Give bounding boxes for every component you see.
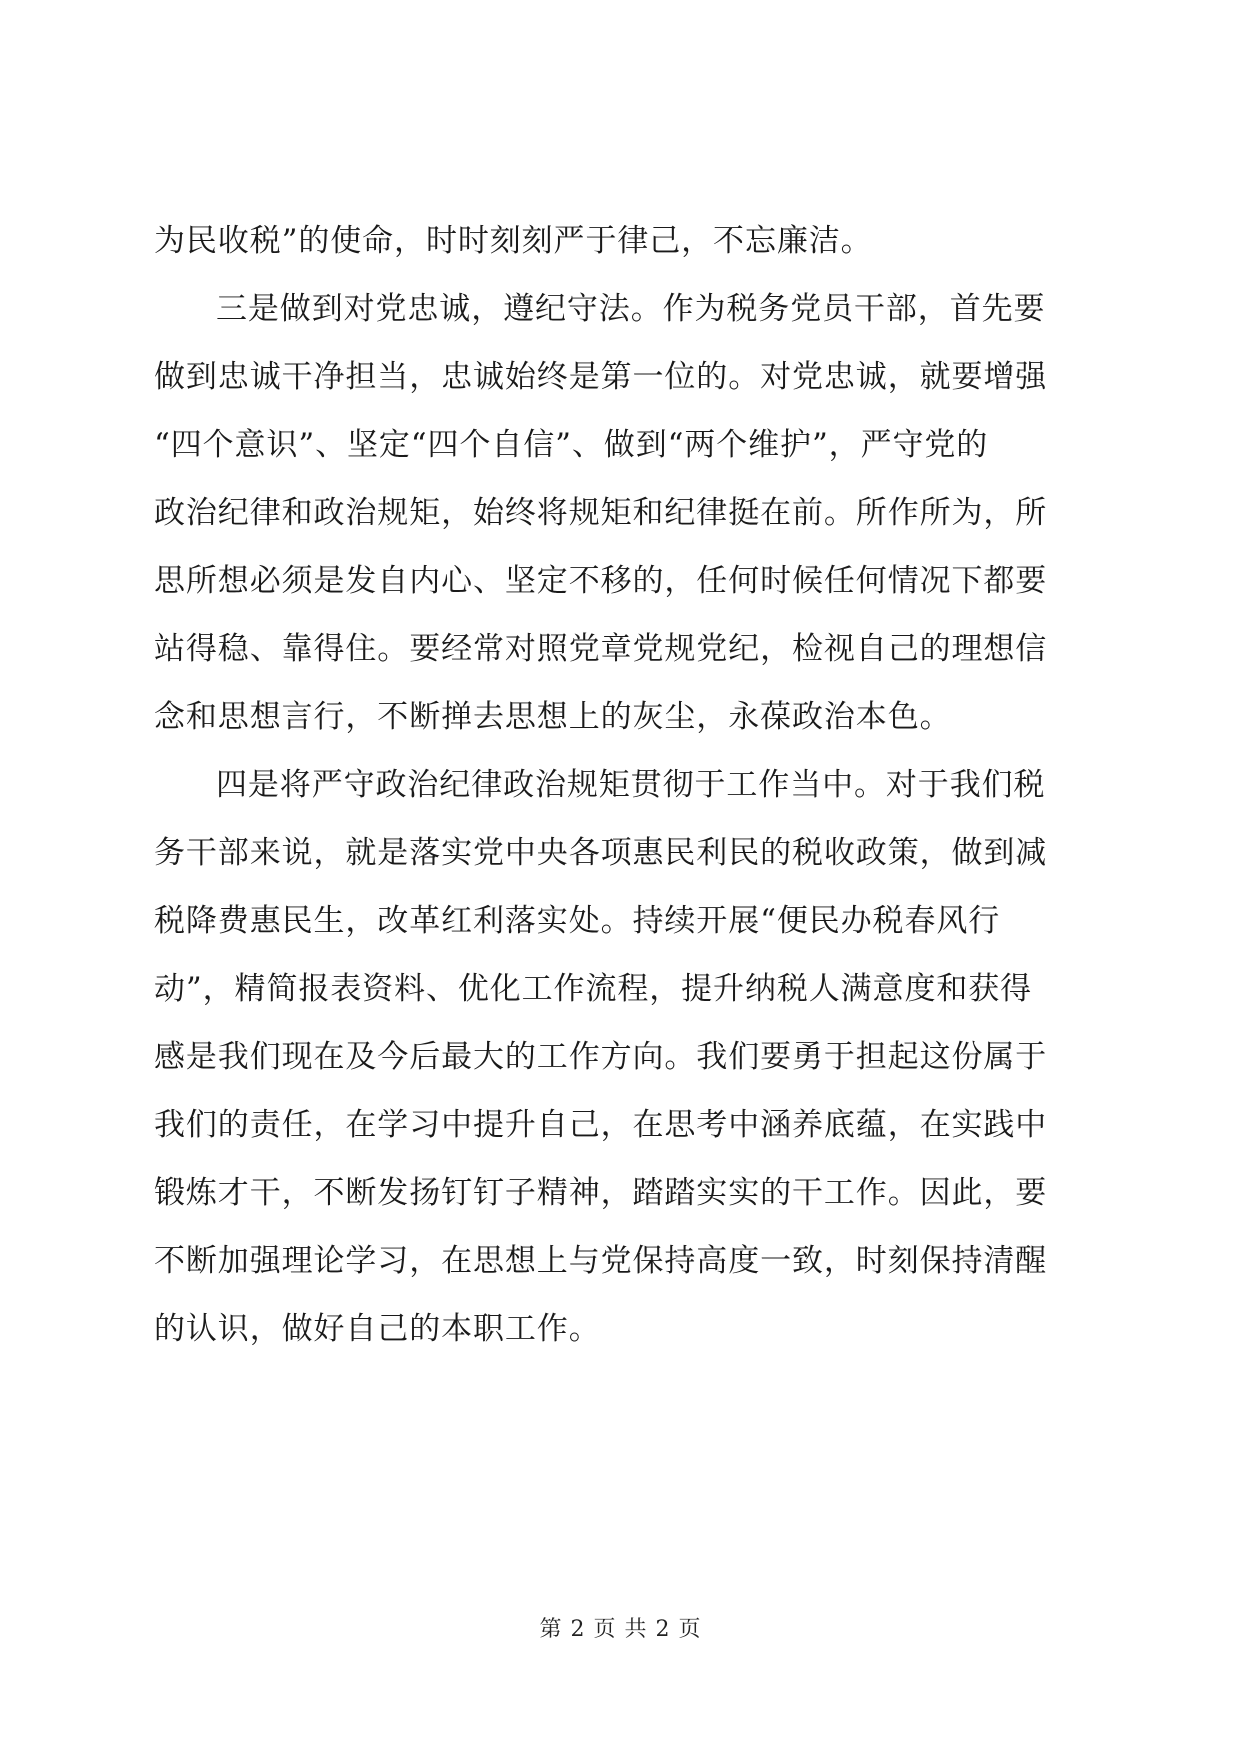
page-footer-page-number: 第 2 页 共 2 页	[539, 1617, 702, 1642]
paragraph-3-line-3: “四个意识”、坚定“四个自信”、做到“两个维护”，严守党的	[154, 427, 989, 463]
paragraph-4-line-8: 不断加强理论学习，在思想上与党保持高度一致，时刻保持清醒	[154, 1243, 1048, 1279]
paragraph-4-line-3: 税降费惠民生，改革红利落实处。持续开展“便民办税春风行	[154, 903, 1001, 939]
paragraph-4-line-5: 感是我们现在及今后最大的工作方向。我们要勇于担起这份属于	[154, 1039, 1048, 1075]
paragraph-4-line-6: 我们的责任，在学习中提升自己，在思考中涵养底蕴，在实践中	[154, 1107, 1048, 1143]
text-line-1: 为民收税”的使命，时时刻刻严于律己，不忘廉洁。	[154, 223, 873, 259]
paragraph-4-line-9: 的认识，做好自己的本职工作。	[154, 1311, 601, 1347]
paragraph-4-line-7: 锻炼才干，不断发扬钉钉子精神，踏踏实实的干工作。因此，要	[154, 1175, 1048, 1211]
paragraph-3-line-7: 念和思想言行，不断掸去思想上的灰尘，永葆政治本色。	[154, 699, 952, 735]
paragraph-3-line-4: 政治纪律和政治规矩，始终将规矩和纪律挺在前。所作所为，所	[154, 495, 1048, 531]
paragraph-4-line-1: 四是将严守政治纪律政治规矩贯彻于工作当中。对于我们税	[216, 767, 1046, 803]
paragraph-4-line-4: 动”，精简报表资料、优化工作流程，提升纳税人满意度和获得	[154, 971, 1033, 1007]
paragraph-4-line-2: 务干部来说，就是落实党中央各项惠民利民的税收政策，做到减	[154, 835, 1048, 871]
body-text	[154, 207, 1089, 1363]
paragraph-3-line-1: 三是做到对党忠诚，遵纪守法。作为税务党员干部，首先要	[216, 291, 1046, 327]
paragraph-3-line-5: 思所想必须是发自内心、坚定不移的，任何时候任何情况下都要	[154, 563, 1048, 599]
paragraph-3-line-2: 做到忠诚干净担当，忠诚始终是第一位的。对党忠诚，就要增强	[154, 359, 1048, 395]
paragraph-3-line-6: 站得稳、靠得住。要经常对照党章党规党纪，检视自己的理想信	[154, 631, 1048, 667]
